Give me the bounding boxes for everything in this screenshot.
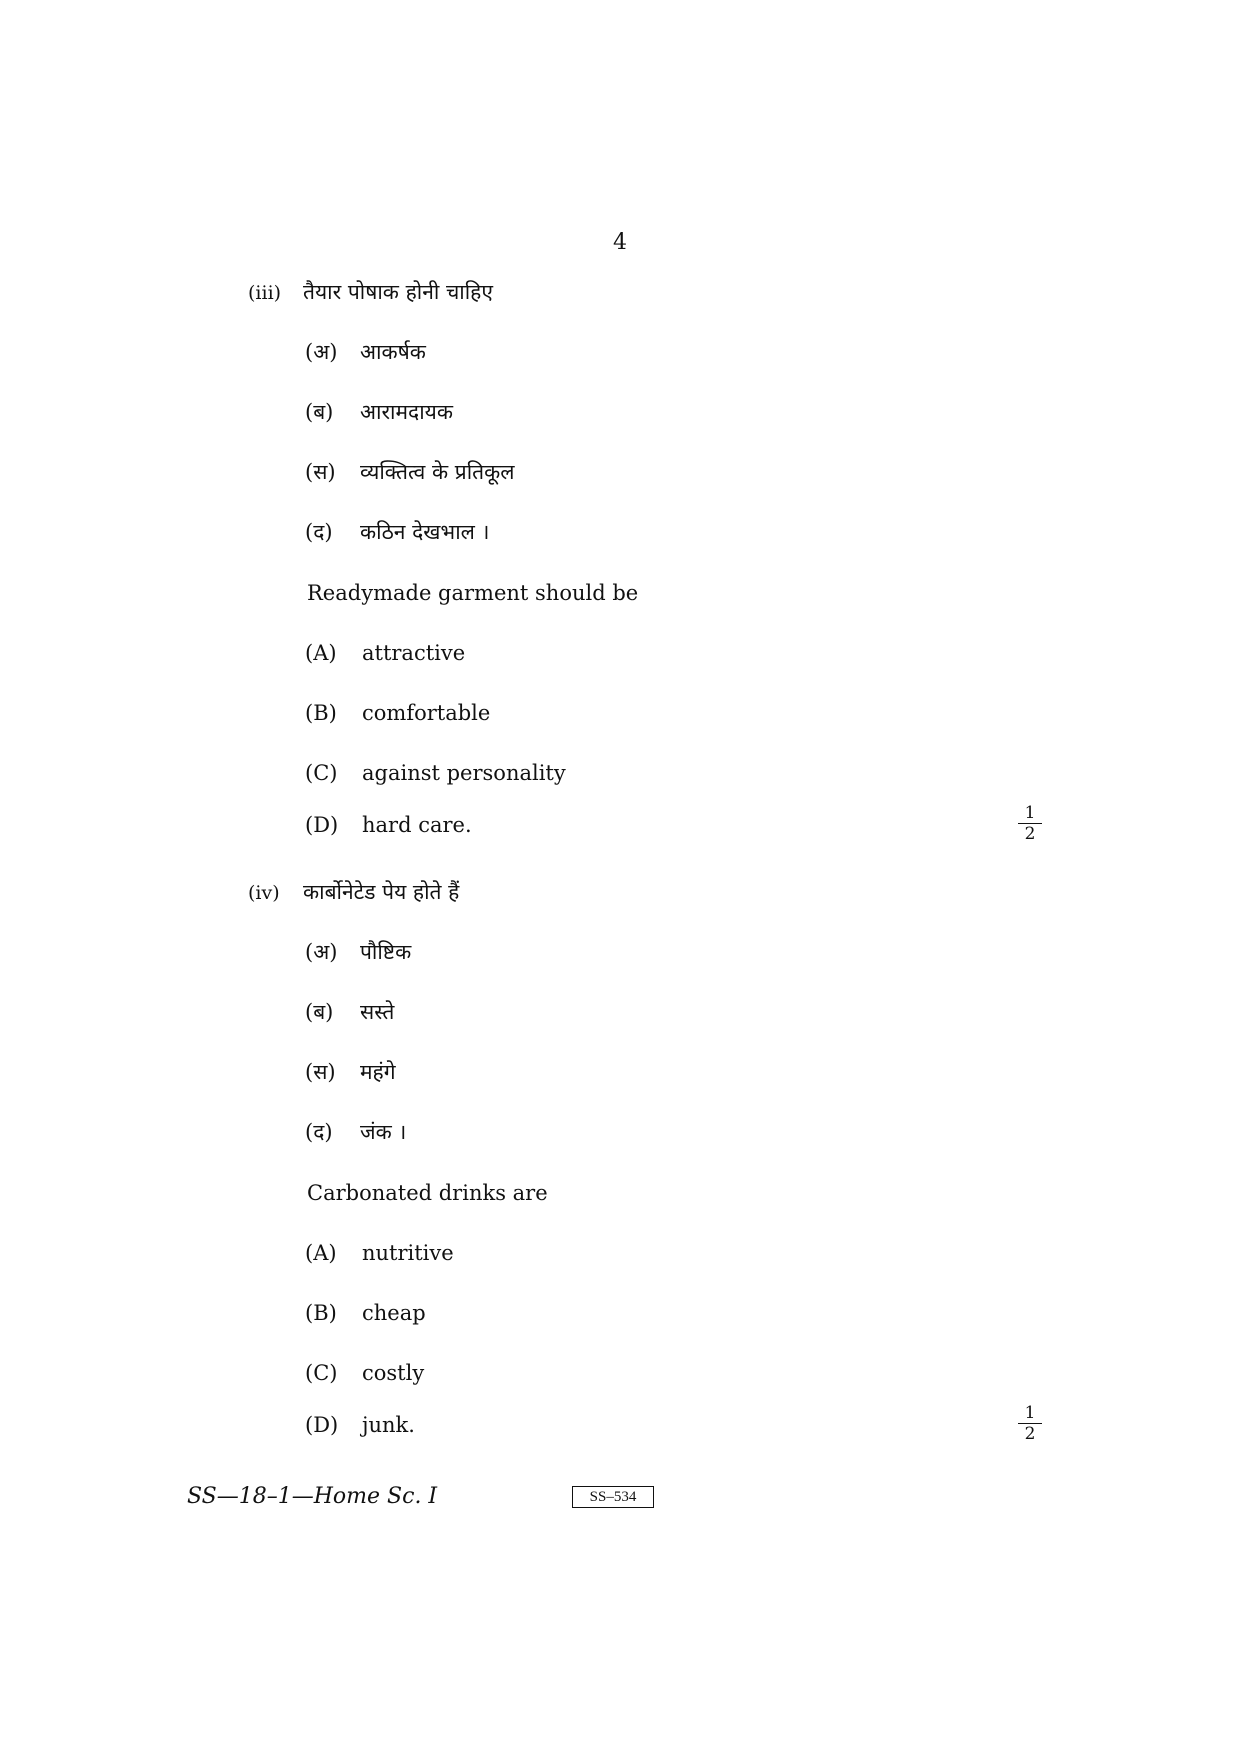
option-english xyxy=(305,1358,424,1388)
marks-denominator: 2 xyxy=(1024,824,1036,844)
option-label: (C) xyxy=(305,761,338,785)
option-text: comfortable xyxy=(362,701,491,725)
option-label: (D) xyxy=(305,1413,339,1437)
option-text: hard care. xyxy=(362,813,472,837)
page-number: 4 xyxy=(613,230,627,255)
question-iv-hindi xyxy=(248,877,459,908)
option-english xyxy=(305,810,472,840)
option-label: (स) xyxy=(305,1060,336,1084)
option-label: (ब) xyxy=(305,1000,334,1024)
option-text: महंगे xyxy=(360,1060,396,1084)
footer-paper-title: SS—18–1—Home Sc. I xyxy=(187,1484,438,1509)
option-english xyxy=(305,698,490,728)
marks-fraction xyxy=(1018,1404,1042,1443)
option-text: attractive xyxy=(362,641,466,665)
option-english xyxy=(305,1410,415,1440)
question-number: (iii) xyxy=(248,282,282,304)
option-text: against personality xyxy=(362,761,566,785)
option-hindi xyxy=(305,1117,406,1147)
marks-numerator: 1 xyxy=(1018,804,1042,824)
question-number: (iv) xyxy=(248,882,280,904)
marks-denominator: 2 xyxy=(1024,1424,1036,1444)
option-text: व्यक्तित्व के प्रतिकूल xyxy=(360,460,515,484)
question-iii-hindi xyxy=(248,277,493,308)
option-label: (B) xyxy=(305,701,337,725)
option-text: costly xyxy=(362,1361,425,1385)
option-label: (B) xyxy=(305,1301,337,1325)
option-hindi xyxy=(305,1057,396,1087)
option-hindi xyxy=(305,997,394,1027)
question-stem-hindi: कार्बोनेटेड पेय होते हैं xyxy=(303,880,460,904)
question-stem-hindi: तैयार पोषाक होनी चाहिए xyxy=(303,280,493,304)
option-label: (C) xyxy=(305,1361,338,1385)
footer-paper-code: SS–534 xyxy=(572,1486,654,1508)
option-text: पौष्टिक xyxy=(360,940,412,964)
option-text: cheap xyxy=(362,1301,426,1325)
option-hindi xyxy=(305,937,411,967)
option-label: (D) xyxy=(305,813,339,837)
option-label: (A) xyxy=(305,641,337,665)
option-label: (स) xyxy=(305,460,336,484)
option-label: (A) xyxy=(305,1241,337,1265)
question-stem-english: Carbonated drinks are xyxy=(307,1181,548,1205)
option-text: nutritive xyxy=(362,1241,454,1265)
option-hindi xyxy=(305,397,453,427)
option-text: सस्ते xyxy=(360,1000,395,1024)
option-english xyxy=(305,1298,426,1328)
option-label: (द) xyxy=(305,520,333,544)
option-hindi xyxy=(305,457,514,487)
marks-numerator: 1 xyxy=(1018,1404,1042,1424)
option-label: (अ) xyxy=(305,340,338,364)
option-english xyxy=(305,1238,454,1268)
option-english xyxy=(305,758,566,788)
option-text: कठिन देखभाल । xyxy=(360,520,490,544)
option-hindi xyxy=(305,517,490,547)
option-text: junk. xyxy=(362,1413,415,1437)
option-text: जंक । xyxy=(360,1120,407,1144)
option-text: आकर्षक xyxy=(360,340,426,364)
option-label: (अ) xyxy=(305,940,338,964)
option-english xyxy=(305,638,465,668)
question-stem-english: Readymade garment should be xyxy=(307,581,639,605)
option-label: (ब) xyxy=(305,400,334,424)
option-text: आरामदायक xyxy=(360,400,453,424)
option-label: (द) xyxy=(305,1120,333,1144)
marks-fraction xyxy=(1018,804,1042,843)
option-hindi xyxy=(305,337,426,367)
